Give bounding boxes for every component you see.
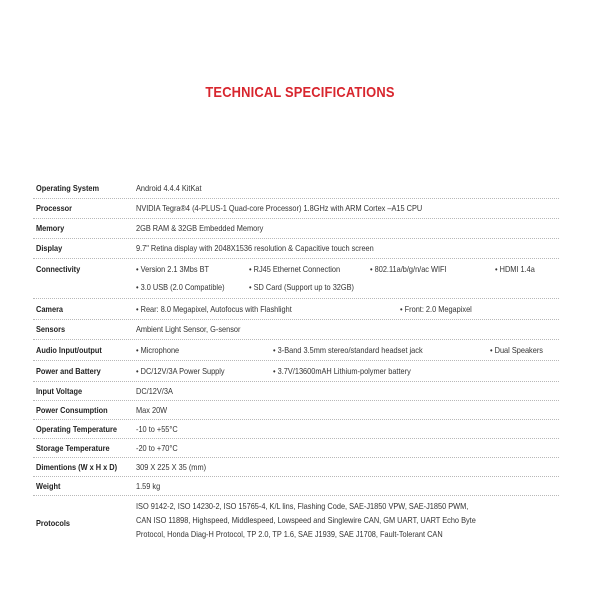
spec-row-sensors: [33, 320, 559, 340]
spec-row-camera: [33, 299, 559, 320]
spec-value: NVIDIA Tegra®4 (4-PLUS-1 Quad-core Processor) 1.8GHz with ARM Cortex –A15 CPU: [136, 204, 423, 213]
spec-value: DC/12V/3A: [136, 387, 173, 396]
spec-row-processor: [33, 199, 559, 219]
spec-value: 309 X 225 X 35 (mm): [136, 463, 207, 472]
spec-bullet: • 3.7V/13600mAH Lithium-polymer battery: [273, 366, 411, 377]
spec-row-connectivity: [33, 259, 559, 299]
spec-row-weight: [33, 477, 559, 496]
spec-label: Camera: [36, 305, 64, 314]
spec-label: Audio Input/output: [36, 346, 102, 355]
spec-value: 2GB RAM & 32GB Embedded Memory: [136, 224, 264, 233]
spec-bullet: • 3-Band 3.5mm stereo/standard headset jack: [273, 345, 423, 356]
spec-bullet: • SD Card (Support up to 32GB): [249, 282, 354, 293]
spec-value-line: Protocol, Honda Diag-H Protocol, TP 2.0, TP 1.6, SAE J1939, SAE J1708, Fault-Tolerant CAN: [136, 530, 443, 539]
spec-label: Sensors: [36, 325, 66, 334]
spec-label: Operating System: [36, 184, 100, 193]
spec-bullet: • Rear: 8.0 Megapixel, Autofocus with Flashlight: [136, 304, 292, 315]
spec-row-memory: [33, 219, 559, 239]
spec-row-dimensions: [33, 458, 559, 477]
spec-value: -20 to +70°C: [136, 444, 178, 453]
spec-row-storage-temperature: [33, 439, 559, 458]
spec-bullet: • RJ45 Ethernet Connection: [249, 264, 340, 275]
spec-label: Display: [36, 244, 63, 253]
page-title: TECHNICAL SPECIFICATIONS: [205, 84, 395, 101]
spec-value: 1.59 kg: [136, 482, 161, 491]
spec-label: Protocols: [36, 519, 70, 528]
spec-row-audio: [33, 340, 559, 361]
spec-value: Android 4.4.4 KitKat: [136, 184, 202, 193]
spec-table: [33, 179, 559, 550]
spec-label: Power and Battery: [36, 367, 101, 376]
spec-row-power: [33, 361, 559, 382]
spec-value: 9.7" Retina display with 2048X1536 resolution & Capacitive touch screen: [136, 244, 374, 253]
spec-bullet: • Front: 2.0 Megapixel: [400, 304, 472, 315]
spec-label: Dimentions (W x H x D): [36, 463, 118, 472]
spec-bullet: • HDMI 1.4a: [495, 264, 535, 275]
spec-bullet: • 3.0 USB (2.0 Compatible): [136, 282, 225, 293]
spec-bullet: • DC/12V/3A Power Supply: [136, 366, 225, 377]
spec-label: Storage Temperature: [36, 444, 110, 453]
spec-row-protocols: [33, 496, 559, 550]
spec-row-power-consumption: [33, 401, 559, 420]
spec-bullet: • Version 2.1 3Mbs BT: [136, 264, 209, 275]
spec-label: Memory: [36, 224, 65, 233]
spec-label: Input Voltage: [36, 387, 83, 396]
spec-value-line: CAN ISO 11898, Highspeed, Middlespeed, Lowspeed and Singlewire CAN, GM UART, UART Echo Byte: [136, 516, 476, 525]
spec-value: Ambient Light Sensor, G-sensor: [136, 325, 241, 334]
spec-row-os: [33, 179, 559, 199]
spec-value: -10 to +55°C: [136, 425, 178, 434]
spec-bullet: • Microphone: [136, 345, 179, 356]
spec-value-line: ISO 9142-2, ISO 14230-2, ISO 15765-4, K/L lins, Flashing Code, SAE-J1850 VPW, SAE-J1850 PWM,: [136, 502, 469, 511]
spec-row-input-voltage: [33, 382, 559, 401]
spec-label: Connectivity: [36, 265, 81, 274]
spec-row-display: [33, 239, 559, 259]
spec-label: Power Consumption: [36, 406, 108, 415]
spec-row-operating-temperature: [33, 420, 559, 439]
spec-label: Weight: [36, 482, 61, 491]
spec-value: Max 20W: [136, 406, 168, 415]
spec-bullet: • Dual Speakers: [490, 345, 543, 356]
spec-label: Processor: [36, 204, 73, 213]
spec-label: Operating Temperature: [36, 425, 117, 434]
spec-bullet: • 802.11a/b/g/n/ac WIFI: [370, 264, 447, 275]
